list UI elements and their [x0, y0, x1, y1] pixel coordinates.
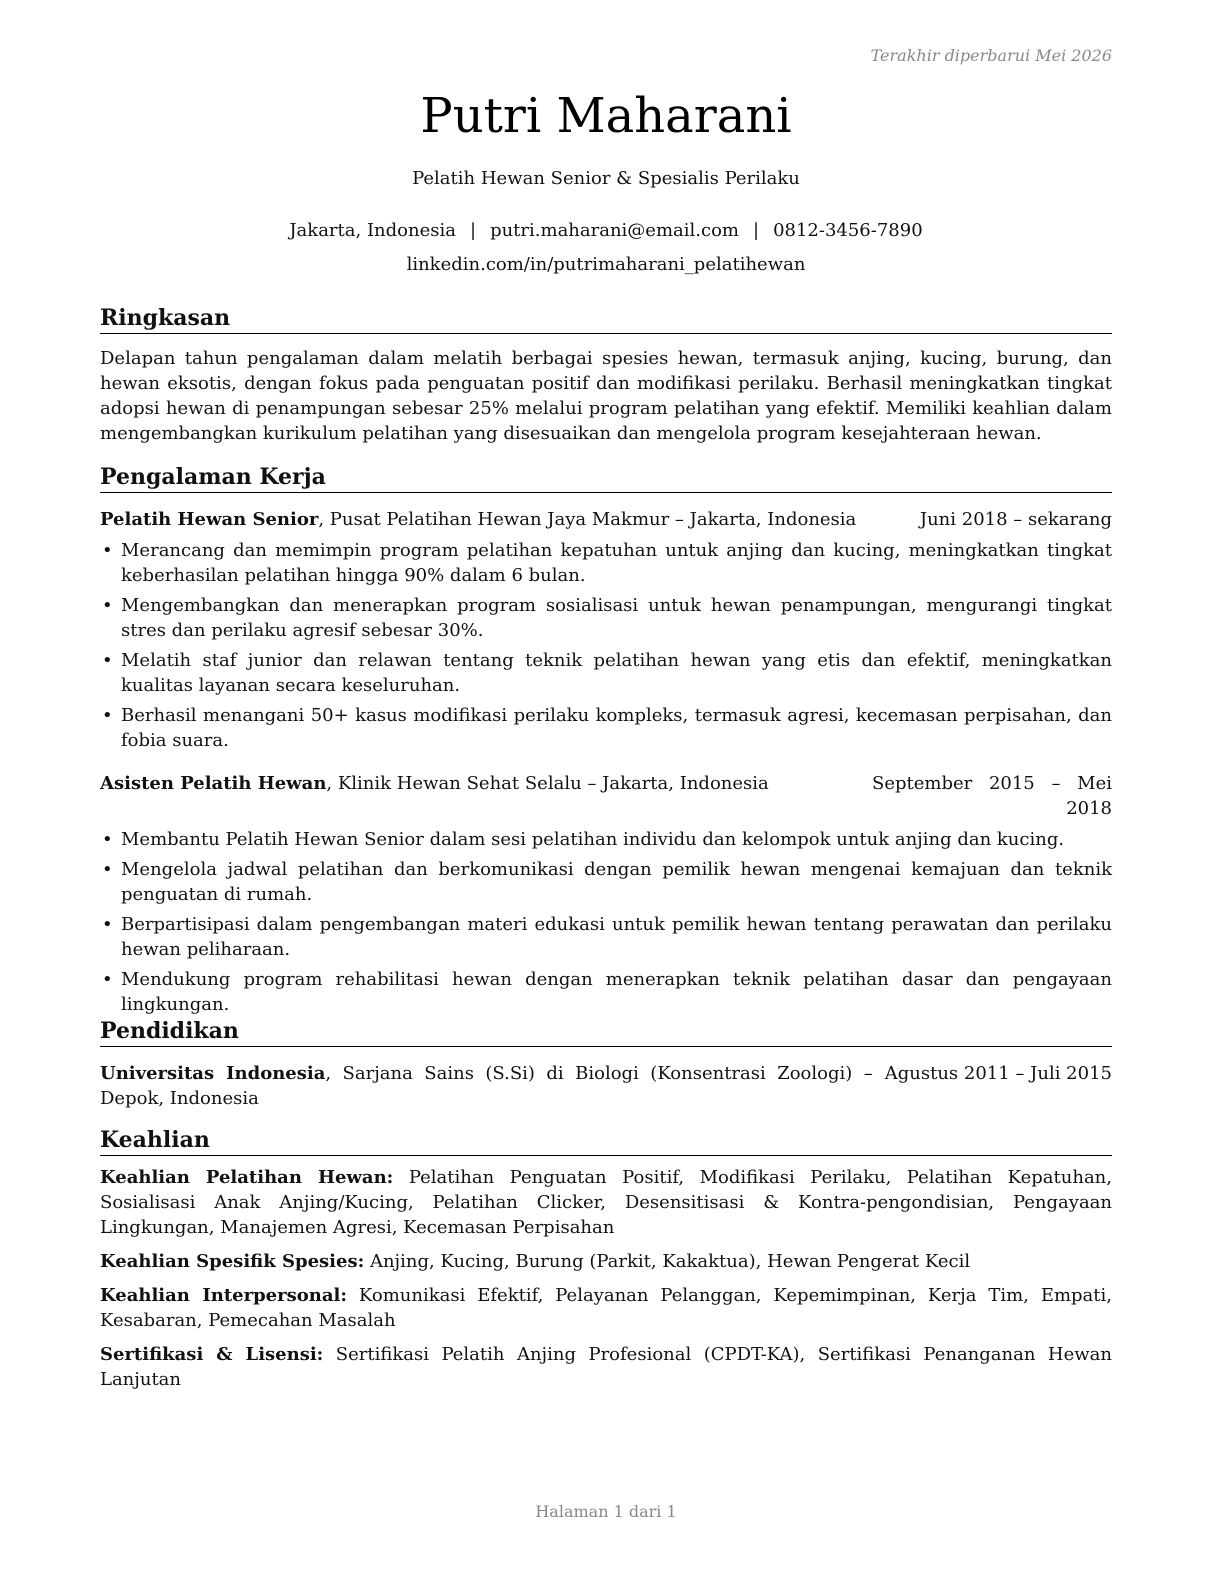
skill-label: Keahlian Interpersonal:: [100, 1285, 347, 1306]
section-title-skills: Keahlian: [100, 1127, 1112, 1156]
job-role: Pelatih Hewan Senior: [100, 509, 319, 530]
skill-label: Keahlian Spesifik Spesies:: [100, 1251, 365, 1272]
contact-phone: 0812-3456-7890: [773, 220, 923, 241]
contact-location: Jakarta, Indonesia: [289, 220, 456, 241]
skills-section: [100, 1127, 1112, 1392]
resume-page: [100, 0, 1112, 1584]
contact-separator: |: [752, 220, 760, 241]
skill-text: Anjing, Kucing, Burung (Parkit, Kakaktua), Hewan Pengerat Kecil: [364, 1251, 971, 1272]
education-entry: [100, 1061, 1112, 1111]
section-title-summary: Ringkasan: [100, 305, 1112, 334]
job-dates: September 2015 – Mei 2018: [872, 773, 1112, 819]
job-bullets: [100, 827, 1112, 1017]
job-org: , Pusat Pelatihan Hewan Jaya Makmur – Jakarta, Indonesia: [318, 509, 857, 530]
education-dates: Agustus 2011 – Juli 2015: [884, 1063, 1112, 1084]
job-bullet: • Mengembangkan dan menerapkan program sosialisasi untuk hewan penampungan, mengurangi tingkat stres dan perilaku agresif sebesar 30%.: [100, 593, 1112, 643]
skill-label: Sertifikasi & Lisensi:: [100, 1344, 324, 1365]
summary-section: [100, 305, 1112, 446]
skill-text: Sertifikasi Pelatih Anjing Profesional (CPDT-KA), Sertifikasi Penanganan Hewan Lanjutan: [100, 1344, 1112, 1390]
job-bullet: • Mengelola jadwal pelatihan dan berkomunikasi dengan pemilik hewan mengenai kemajuan dan teknik penguatan di rumah.: [100, 857, 1112, 907]
job-entry: [100, 771, 1112, 1017]
experience-section: [100, 464, 1112, 1022]
job-entry: [100, 507, 1112, 753]
job-bullet: • Merancang dan memimpin program pelatihan kepatuhan untuk anjing dan kucing, meningkatkan tingkat keberhasilan pelatihan hingga 90% dalam 6 bulan.: [100, 538, 1112, 588]
skill-label: Keahlian Pelatihan Hewan:: [100, 1167, 394, 1188]
skill-text: Pelatihan Penguatan Positif, Modifikasi Perilaku, Pelatihan Kepatuhan, Sosialisasi Anak Anjing/Kucing, Pelatihan Clicker, Desensitisasi & Kontra-pengondisian, Pengayaan Lingkungan, Manajemen Agresi, Kecemasan Perpisahan: [100, 1167, 1112, 1238]
linkedin-link[interactable]: linkedin.com/in/putrimaharani_pelatihewan: [406, 254, 806, 275]
contact-separator: |: [469, 220, 477, 241]
job-org: , Klinik Hewan Sehat Selalu – Jakarta, Indonesia: [326, 773, 769, 794]
education-school: Universitas Indonesia: [100, 1063, 326, 1084]
candidate-tagline: Pelatih Hewan Senior & Spesialis Perilaku: [412, 168, 800, 189]
job-header: [100, 507, 1112, 532]
contact-email[interactable]: putri.maharani@email.com: [490, 220, 739, 241]
job-bullet: • Melatih staf junior dan relawan tentang teknik pelatihan hewan yang etis dan efektif, meningkatkan kualitas layanan secara keseluruhan.: [100, 648, 1112, 698]
contact-line: [100, 220, 1112, 241]
job-bullets: [100, 538, 1112, 753]
job-bullet: • Mendukung program rehabilitasi hewan dengan menerapkan teknik pelatihan dasar dan pengayaan lingkungan.: [100, 967, 1112, 1017]
skill-line: [100, 1165, 1112, 1240]
section-title-education: Pendidikan: [100, 1018, 1112, 1047]
page-number: Halaman 1 dari 1: [535, 1502, 677, 1521]
skill-line: [100, 1342, 1112, 1392]
skill-line: [100, 1249, 1112, 1274]
job-bullet: • Berhasil menangani 50+ kasus modifikasi perilaku kompleks, termasuk agresi, kecemasan perpisahan, dan fobia suara.: [100, 703, 1112, 753]
education-section: [100, 1018, 1112, 1111]
section-title-experience: Pengalaman Kerja: [100, 464, 1112, 493]
job-bullet: • Berpartisipasi dalam pengembangan materi edukasi untuk pemilik hewan tentang perawatan dan perilaku hewan peliharaan.: [100, 912, 1112, 962]
skill-line: [100, 1283, 1112, 1333]
education-detail: , Sarjana Sains (S.Si) di Biologi (Konsentrasi Zoologi) – Depok, Indonesia: [100, 1063, 873, 1109]
skill-text: Komunikasi Efektif, Pelayanan Pelanggan, Kepemimpinan, Kerja Tim, Empati, Kesabaran, Pemecahan Masalah: [100, 1285, 1113, 1331]
candidate-name: Putri Maharani: [420, 88, 792, 144]
last-updated: Terakhir diperbarui Mei 2026: [870, 46, 1112, 65]
summary-text: Delapan tahun pengalaman dalam melatih berbagai spesies hewan, termasuk anjing, kucing, burung, dan hewan eksotis, dengan fokus pada penguatan positif dan modifikasi perilaku. Berhasil meningkatkan tingkat adopsi hewan di penampungan sebesar 25% melalui program pelatihan yang efektif. Memiliki keahlian dalam mengembangkan kurikulum pelatihan yang disesuaikan dan mengelola program kesejahteraan hewan.: [100, 348, 1112, 444]
job-role: Asisten Pelatih Hewan: [100, 773, 327, 794]
job-bullet: • Membantu Pelatih Hewan Senior dalam sesi pelatihan individu dan kelompok untuk anjing dan kucing.: [100, 827, 1112, 852]
job-dates: Juni 2018 – sekarang: [919, 509, 1112, 530]
job-header: [100, 771, 1112, 821]
